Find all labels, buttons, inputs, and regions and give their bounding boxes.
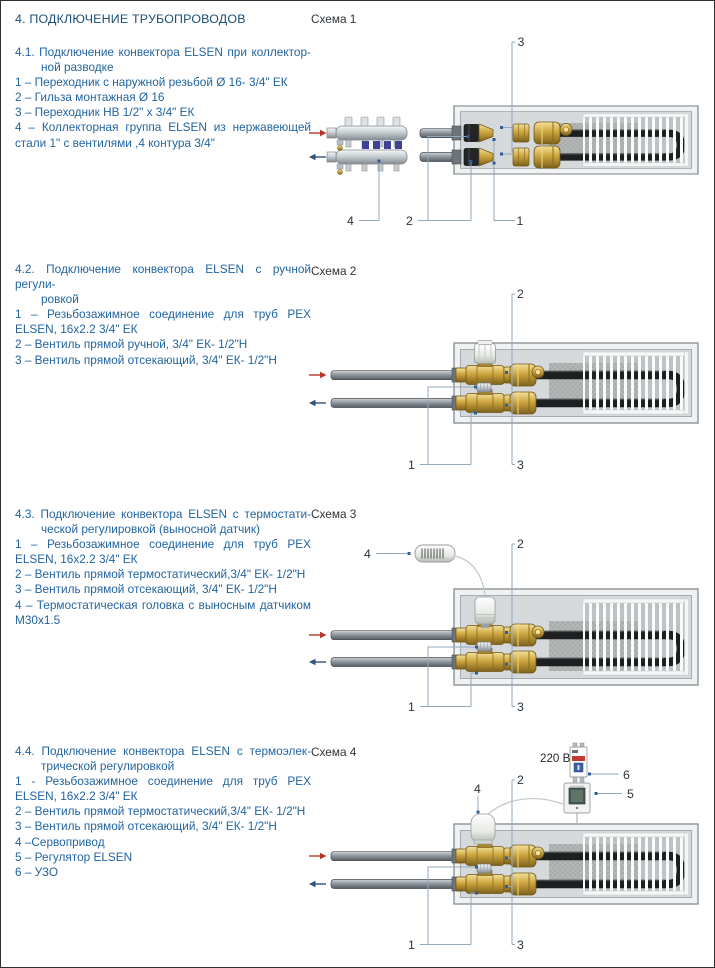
supply-arrow-icon: [309, 853, 327, 859]
union-nut: [510, 624, 536, 646]
supply-pipe: [331, 371, 459, 380]
remote-sensor: [415, 545, 485, 595]
union-nut: [510, 845, 536, 867]
legend-item: 2 – Гильза монтажная Ø 16: [15, 90, 165, 105]
legend-item: 2 – Вентиль прямой термостатический,3/4" ЕК- 1/2"Н: [15, 804, 306, 819]
callout-number: 1: [408, 938, 415, 952]
scheme-2-diagram: [306, 281, 715, 477]
callout-number: 1: [408, 458, 415, 472]
return-arrow-icon: [309, 659, 326, 665]
supply-arrow-icon: [309, 372, 327, 378]
callout-number: 1: [408, 700, 415, 714]
air-vent: [532, 626, 544, 638]
legend-item: 1 – Резьбозажимное соединение для труб PEX ELSEN, 16х2.2 3/4" ЕК: [15, 537, 311, 567]
return-pipe: [331, 880, 459, 889]
legend-item: 5 – Регулятор ELSEN: [15, 849, 133, 864]
section-heading-cont: ровкой: [41, 292, 79, 307]
legend-item: 1 – Резьбозажимное соединение для труб PEX ELSEN, 16х2.2 3/4" ЕК: [15, 307, 311, 337]
legend-item: 2 – Вентиль прямой ручной, 3/4" ЕК- 1/2"Н: [15, 337, 248, 352]
scheme-1-diagram: [306, 29, 715, 243]
legend-item: 1 – Переходник с наружной резьбой Ø 16- 3/4" ЕК: [15, 75, 288, 90]
section-heading: 4.4. Подключение конвектора ELSEN с термоэлек-: [15, 744, 311, 758]
supply-pipe: [331, 631, 459, 640]
section-4-1: [15, 45, 311, 151]
air-vent: [532, 366, 544, 378]
union-nut: [510, 651, 536, 673]
manifold: [327, 117, 407, 175]
callout-number: 3: [517, 35, 525, 49]
return-pipe: [331, 399, 459, 408]
section-4-2: [15, 262, 311, 368]
shutoff-valve-cap: [477, 383, 491, 392]
union-nut: [510, 364, 536, 386]
voltage-label: 220 В: [540, 752, 571, 765]
callout-number: 4: [474, 782, 481, 796]
section-heading: 4.1. Подключение конвектора ELSEN при коллектор-: [15, 45, 311, 59]
scheme-3-title: Схема 3: [311, 507, 357, 521]
return-arrow-icon: [309, 154, 326, 160]
shutoff-valve-cap: [477, 642, 491, 651]
legend-item: 3 – Вентиль прямой отсекающий, 3/4" ЕК- 1/2"Н: [15, 819, 277, 834]
shutoff-valve-cap: [477, 864, 491, 873]
callout-number: 2: [517, 537, 524, 551]
section-heading-cont: трической регулировкой: [41, 759, 175, 774]
rcd-breaker: [570, 743, 587, 782]
callout-6: [588, 768, 630, 782]
legend-item: 3 – Переходник НВ 1/2" х 3/4" ЕК: [15, 105, 195, 120]
callout-4: [474, 782, 481, 814]
page-title: 4. ПОДКЛЮЧЕНИЕ ТРУБОПРОВОДОВ: [15, 12, 246, 26]
callout-number: 1: [516, 214, 524, 228]
scheme-4-title: Схема 4: [311, 745, 357, 759]
callout-number: 3: [517, 458, 524, 472]
legend-item: 4 – Коллекторная группа ELSEN из нержавеющей стали 1" с вентилями ,4 контура 3/4": [15, 120, 311, 150]
legend-item: 3 – Вентиль прямой отсекающий, 3/4" ЕК- 1/2"Н: [15, 582, 277, 597]
legend-item: 1 - Резьбозажимное соединение для труб PEX ELSEN, 16х2.2 3/4" ЕК: [15, 774, 311, 804]
callout-number: 4: [347, 214, 354, 228]
section-4-4: [15, 744, 311, 880]
callout-number: 3: [517, 700, 524, 714]
callout-number: 4: [364, 547, 371, 561]
callout-3: [512, 458, 524, 472]
legend-item: 6 – УЗО: [15, 864, 59, 879]
section-heading: 4.3. Подключение конвектора ELSEN с термостати-: [15, 507, 311, 521]
union-nut: [510, 873, 536, 895]
section-4-3: [15, 507, 311, 628]
air-vent: [560, 124, 572, 136]
return-arrow-icon: [309, 881, 326, 887]
scheme-2-title: Схема 2: [311, 264, 357, 278]
section-heading-cont: ческой регулировкой (выносной датчик): [41, 522, 260, 537]
callout-number: 6: [623, 768, 630, 782]
mounting-sleeve: [452, 150, 461, 164]
servo-actuator: [471, 814, 495, 844]
section-heading: 4.2. Подключение конвектора ELSEN с ручной регули-: [15, 262, 311, 292]
servo-cable: [487, 799, 563, 815]
legend-item: 2 – Вентиль прямой термостатический,3/4" ЕК- 1/2"Н: [15, 567, 306, 582]
hex-adapter: [513, 124, 529, 142]
callout-number: 2: [517, 287, 524, 301]
callout-5: [595, 787, 635, 801]
supply-pipe: [331, 852, 459, 861]
callout-number: 2: [517, 773, 524, 787]
scheme-3-diagram: [306, 501, 715, 723]
supply-arrow-icon: [309, 632, 327, 638]
union-nut: [510, 392, 536, 414]
return-pipe: [331, 658, 459, 667]
callout-number: 5: [627, 787, 634, 801]
section-heading-cont: ной разводке: [41, 60, 114, 75]
air-vent: [532, 847, 544, 859]
mounting-sleeve: [452, 126, 461, 140]
callout-3: [512, 938, 524, 952]
convector-body: [454, 106, 698, 174]
thermostatic-head: [475, 597, 495, 628]
manual-valve-knob: [475, 341, 496, 364]
union-nut: [534, 146, 560, 168]
elsen-regulator: [564, 783, 590, 813]
union-nut: [534, 122, 560, 144]
callout-3: [512, 700, 524, 714]
callout-4: [364, 547, 411, 561]
legend-item: 4 –Сервопривод: [15, 834, 105, 849]
legend-item: 3 – Вентиль прямой отсекающий, 3/4" ЕК- 1/2"Н: [15, 352, 277, 367]
supply-arrow-icon: [309, 130, 327, 136]
return-arrow-icon: [309, 400, 326, 406]
callout-number: 3: [517, 938, 524, 952]
legend-item: 4 – Термостатическая головка с выносным датчиком М30х1.5: [15, 597, 311, 627]
scheme-4-diagram: [306, 739, 715, 961]
scheme-1-title: Схема 1: [311, 12, 357, 26]
callout-number: 2: [406, 214, 413, 228]
hex-adapter: [513, 148, 529, 166]
